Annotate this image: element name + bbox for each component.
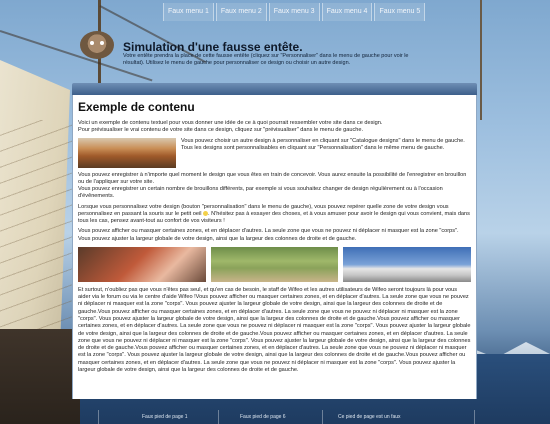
mast bbox=[480, 0, 482, 120]
paragraph-customize bbox=[78, 204, 471, 226]
intro-text: Voici un exemple de contenu textuel pour vous donner une idée de ce à quoi pourrait ressembler votre site dans ce design. bbox=[78, 120, 383, 126]
logo-eye-icon bbox=[100, 41, 104, 45]
paragraph-zones: Vous pouvez afficher ou masquer certaines zones, et en déplacer d'autres. La seule zone que vous ne pouvez ni déplacer ni masquer est la zone "corps". Vous pouvez ajuster la largeur globale de votre design, ainsi que la largeur des colonnes de droite et de gauche. bbox=[78, 228, 459, 242]
footer-item-1[interactable]: Faux pied de page 1 bbox=[142, 414, 188, 420]
site-subtitle: Votre entête prendra la place de cette fausse entête (cliquez sur "Personnaliser" dans le menu de gauche pour voir le résultat). Utilisez le menu de gauche pour personnaliser ce design ou choisir un autre design. bbox=[123, 53, 409, 66]
footer-divider bbox=[98, 410, 99, 424]
paragraph-designs bbox=[181, 138, 465, 165]
photo-landscape bbox=[211, 247, 339, 282]
save-text: Vous pouvez enregistrer à n'importe quel moment le design que vous êtes en train de concevoir. Vous aurez ensuite la possibilité de l'enregistrer en brouillon ou de l'appliquer sur votre site. bbox=[78, 171, 467, 185]
footer-item-2[interactable]: Faux pied de page 6 bbox=[240, 414, 286, 420]
tab-faux-menu-5[interactable]: Faux menu 5 bbox=[374, 3, 425, 21]
image-gallery bbox=[78, 247, 471, 282]
main-content bbox=[72, 95, 477, 399]
site-title: Simulation d'une fausse entête. bbox=[123, 40, 303, 54]
tab-faux-menu-1[interactable]: Faux menu 1 bbox=[163, 3, 214, 21]
rigging-lines bbox=[0, 120, 72, 340]
canyon-image bbox=[78, 138, 176, 168]
photo-building bbox=[343, 247, 471, 282]
image-text-row bbox=[78, 138, 471, 168]
site-logo[interactable] bbox=[80, 31, 114, 59]
footer-item-3[interactable]: Ce pied de page est un faux bbox=[338, 414, 401, 420]
tab-faux-menu-3[interactable]: Faux menu 3 bbox=[269, 3, 320, 21]
paragraph-help: Et surtout, n'oubliez pas que vous n'êtes pas seul, et qu'en cas de besoin, le staff de Wifeo et les autres utilisateurs de Wifeo seront toujours là pour vous aider via le forum ou via le centre d'aide Wifeo !Vous pouvez afficher ou masquer certaines zones, et en déplacer d'autres. La seule zone que vous ne pouvez ni déplacer ni masquer est la zone "corps". Vous pouvez ajuster la largeur globale de votre design, ainsi que la largeur des colonnes de droite et de gauche.Vous pouvez afficher ou masquer certaines zones, et en déplacer d'autres. La seule zone que vous ne pouvez ni déplacer ni masquer est la zone "corps". Vous pouvez ajuster la largeur globale de votre design, ainsi que la largeur des colonnes de droite et de gauche.Vous pouvez afficher ou masquer certaines zones, et en déplacer d'autres. La seule zone que vous ne pouvez ni déplacer ni masquer est la zone "corps". Vous pouvez ajuster la largeur globale de votre design, ainsi que la largeur des colonnes de droite et de gauche.Vous pouvez afficher ou masquer certaines zones, et en déplacer d'autres. La seule zone que vous ne pouvez ni déplacer ni masquer est la zone "corps". Vous pouvez ajuster la largeur globale de votre design, ainsi que la largeur des colonnes de droite et de gauche.Vous pouvez afficher ou masquer certaines zones, et en déplacer d'autres. La seule zone que vous ne pouvez ni déplacer ni masquer est la zone "corps". Vous pouvez ajuster la largeur globale de votre design, ainsi que la largeur des colonnes de droite et de gauche.Vous pouvez afficher ou masquer certaines zones, et en déplacer d'autres. La seule zone que vous ne pouvez ni déplacer ni masquer est la zone "corps". Vous pouvez ajuster la largeur globale de votre design, ainsi que la largeur des colonnes de droite et de gauche. bbox=[78, 286, 471, 373]
top-navigation bbox=[163, 3, 427, 21]
customize-text-2: . N'hésitez pas à essayer des choses, et à vous amuser pour avoir le design qui vous convient, mais dans tous les cas, pensez avant-tout au confort de vos visiteurs ! bbox=[78, 210, 470, 225]
customize-text: Lorsque vous personnalisez votre design (bouton "personnalisation" dans le menu de gauche), vous pouvez repérer quelle zone de votre design vous personnalisez en passant la souris sur le petit oeil bbox=[78, 203, 449, 217]
designs-text-2: Tous les designs sont personnalisables en cliquant sur "Personnalisation" dans le même menu de gauche. bbox=[181, 144, 445, 151]
designs-text: Vous pouvez choisir un autre design à personnaliser en cliquant sur "Catalogue designs" dans le menu de gauche. bbox=[181, 137, 465, 144]
paragraph-save bbox=[78, 172, 471, 201]
logo-eye-icon bbox=[90, 41, 94, 45]
photo-people bbox=[78, 247, 206, 282]
content-frame-bar bbox=[72, 83, 477, 95]
paragraph-intro bbox=[78, 120, 471, 135]
save-text-2: Vous pouvez enregistrer un certain nombre de brouillons différents, par exemple si vous souhaitez changer de design régulièrement ou à l'occasion d'évênements. bbox=[78, 186, 443, 200]
footer-divider bbox=[474, 410, 475, 424]
tab-faux-menu-2[interactable]: Faux menu 2 bbox=[216, 3, 267, 21]
intro-text-2: Pour prévisualiser le vrai contenu de votre site dans ce design, cliquez sur "prévisualiser" dans le menu de gauche. bbox=[78, 127, 364, 134]
content-title: Exemple de contenu bbox=[78, 100, 195, 114]
footer-divider bbox=[218, 410, 219, 424]
tab-faux-menu-4[interactable]: Faux menu 4 bbox=[322, 3, 373, 21]
footer bbox=[0, 404, 550, 424]
footer-divider bbox=[322, 410, 323, 424]
